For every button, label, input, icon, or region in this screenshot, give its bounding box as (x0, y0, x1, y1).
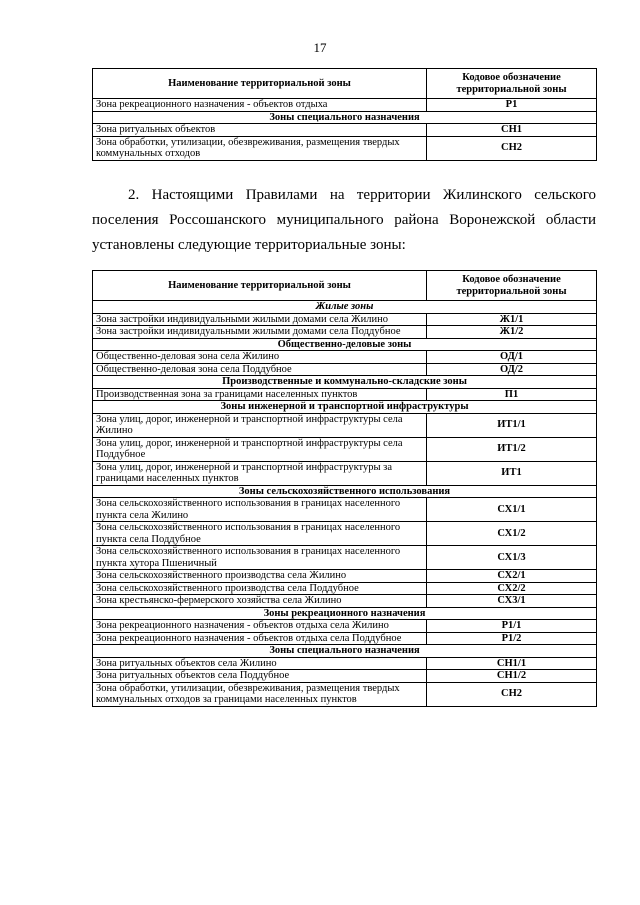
zone-name: Зона улиц, дорог, инженерной и транспортной инфраструктуры за границами населенных пунктов (93, 461, 427, 485)
section-row (93, 645, 597, 658)
table-row (93, 313, 597, 326)
table-row (93, 570, 597, 583)
table-row (93, 620, 597, 633)
table-row (93, 363, 597, 376)
zone-code: СХ2/2 (427, 582, 597, 595)
section-row (93, 607, 597, 620)
zone-code: СХ1/2 (427, 522, 597, 546)
section-title: Зоны рекреационного назначения (93, 607, 597, 620)
paragraph-2: 2. Настоящими Правилами на территории Жилинского сельского поселения Россошанского муниципального района Воронежской области установлены следующие территориальные зоны: (92, 187, 596, 253)
zone-code: Р1/1 (427, 620, 597, 633)
zone-code: СХ1/1 (427, 498, 597, 522)
section-title: Зоны специального назначения (93, 111, 597, 124)
zone-name: Общественно-деловая зона села Поддубное (93, 363, 427, 376)
table-row (93, 124, 597, 137)
zone-code: Ж1/1 (427, 313, 597, 326)
zone-code: СН1/2 (427, 670, 597, 683)
name-column-header: Наименование территориальной зоны (93, 69, 427, 99)
code-column-header: Кодовое обозначение территориальной зоны (427, 69, 597, 99)
table-row (93, 326, 597, 339)
zone-code: СХ3/1 (427, 595, 597, 608)
section-row (93, 111, 597, 124)
zone-code: СХ1/3 (427, 546, 597, 570)
table2-body (93, 301, 597, 707)
table-row (93, 595, 597, 608)
zone-code: ОД/2 (427, 363, 597, 376)
section-row (93, 301, 597, 314)
zone-name: Зона улиц, дорог, инженерной и транспортной инфраструктуры села Поддубное (93, 437, 427, 461)
table-row (93, 136, 597, 160)
zone-code: ИТ1/1 (427, 413, 597, 437)
zone-name: Общественно-деловая зона села Жилино (93, 351, 427, 364)
zone-code: ИТ1 (427, 461, 597, 485)
zone-code: СХ2/1 (427, 570, 597, 583)
zone-code: СН1 (427, 124, 597, 137)
zones-table (92, 270, 597, 707)
table-row (93, 682, 597, 706)
table-row (93, 351, 597, 364)
zone-name: Зона обработки, утилизации, обезвреживания, размещения твердых коммунальных отходов за границами населенных пунктов (93, 682, 427, 706)
zone-code: ИТ1/2 (427, 437, 597, 461)
section-row (93, 401, 597, 414)
zone-name: Зона сельскохозяйственного использования в границах населенного пункта села Поддубное (93, 522, 427, 546)
zone-code: СН2 (427, 136, 597, 160)
section-row (93, 485, 597, 498)
zones-table-continued (92, 68, 597, 161)
page-number: 17 (313, 40, 327, 55)
zone-name: Зона крестьянско-фермерского хозяйства села Жилино (93, 595, 427, 608)
zone-code: П1 (427, 388, 597, 401)
table-row (93, 461, 597, 485)
zone-name: Зона ритуальных объектов села Поддубное (93, 670, 427, 683)
table1-body (93, 99, 597, 161)
zone-name: Зона сельскохозяйственного использования в границах населенного пункта села Жилино (93, 498, 427, 522)
table-row (93, 546, 597, 570)
zone-name: Зона сельскохозяйственного производства села Поддубное (93, 582, 427, 595)
zone-name: Зона сельскохозяйственного производства села Жилино (93, 570, 427, 583)
section-title: Зоны сельскохозяйственного использования (93, 485, 597, 498)
section-title: Производственные и коммунально-складские зоны (93, 376, 597, 389)
zone-code: Ж1/2 (427, 326, 597, 339)
table-row (93, 632, 597, 645)
zone-name: Зона ритуальных объектов (93, 124, 427, 137)
table-row (93, 657, 597, 670)
zone-name: Зона рекреационного назначения - объектов отдыха (93, 99, 427, 112)
table-row (93, 388, 597, 401)
table-row (93, 498, 597, 522)
section-title: Общественно-деловые зоны (93, 338, 597, 351)
zone-name: Зона обработки, утилизации, обезвреживания, размещения твердых коммунальных отходов (93, 136, 427, 160)
table-row (93, 413, 597, 437)
table-row (93, 437, 597, 461)
zone-code: Р1/2 (427, 632, 597, 645)
table-row (93, 99, 597, 112)
zone-code: Р1 (427, 99, 597, 112)
table-row (93, 582, 597, 595)
zone-code: ОД/1 (427, 351, 597, 364)
zone-name: Зона застройки индивидуальными жилыми домами села Жилино (93, 313, 427, 326)
table-row (93, 670, 597, 683)
zone-name: Производственная зона за границами населенных пунктов (93, 388, 427, 401)
name-column-header: Наименование территориальной зоны (93, 271, 427, 301)
section-title: Зоны специального назначения (93, 645, 597, 658)
zone-name: Зона застройки индивидуальными жилыми домами села Поддубное (93, 326, 427, 339)
code-column-header: Кодовое обозначение территориальной зоны (427, 271, 597, 301)
section-row (93, 376, 597, 389)
zone-code: СН2 (427, 682, 597, 706)
zone-name: Зона улиц, дорог, инженерной и транспортной инфраструктуры села Жилино (93, 413, 427, 437)
zone-name: Зона сельскохозяйственного использования в границах населенного пункта хутора Пшеничный (93, 546, 427, 570)
section-title: Жилые зоны (93, 301, 597, 314)
table-row (93, 522, 597, 546)
zone-name: Зона рекреационного назначения - объектов отдыха села Жилино (93, 620, 427, 633)
zone-name: Зона ритуальных объектов села Жилино (93, 657, 427, 670)
zone-code: СН1/1 (427, 657, 597, 670)
section-row (93, 338, 597, 351)
zone-name: Зона рекреационного назначения - объектов отдыха села Поддубное (93, 632, 427, 645)
section-title: Зоны инженерной и транспортной инфраструктуры (93, 401, 597, 414)
